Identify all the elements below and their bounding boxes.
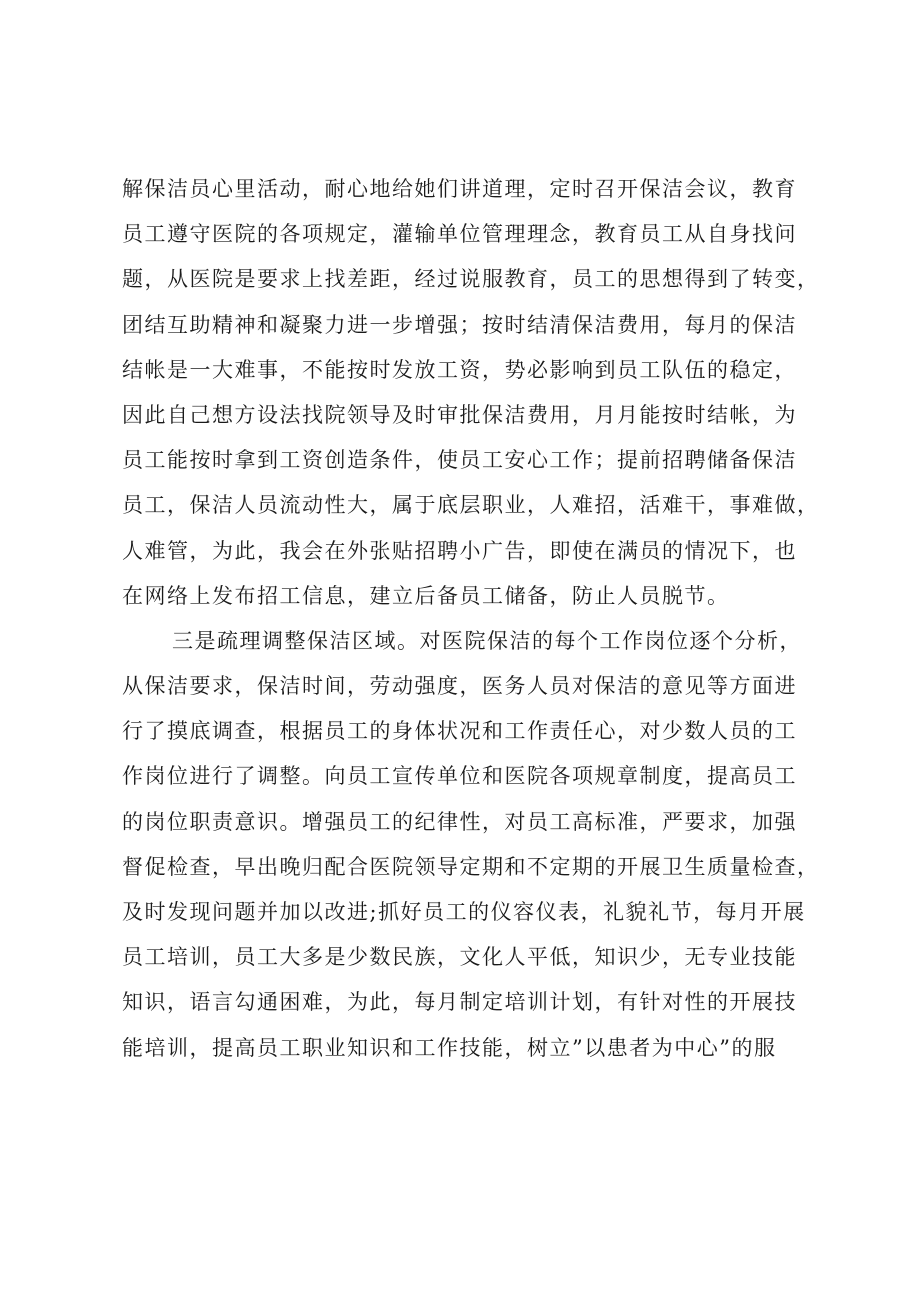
text-line: 员工培训，员工大多是少数民族，文化人平低，知识少，无专业技能 — [122, 945, 797, 970]
text-line: 的岗位职责意识。增强员工的纪律性，对员工高标准，严要求，加强 — [122, 809, 797, 834]
paragraph-1 — [122, 167, 828, 619]
text-line-indented: 三是疏理调整保洁区域。对医院保洁的每个工作岗位逐个分析， — [172, 628, 802, 653]
text-line: 员工，保洁人员流动性大，属于底层职业，人难招，活难干，事难做， — [122, 493, 820, 518]
document-body — [122, 167, 828, 1071]
text-line: 在网络上发布招工信息，建立后备员工储备，防止人员脱节。 — [122, 583, 730, 608]
text-line: 能培训，提高员工职业知识和工作技能，树立”以患者为中心”的服 — [122, 1035, 777, 1060]
text-line: 结帐是一大难事，不能按时发放工资，势必影响到员工队伍的稳定， — [122, 357, 797, 382]
text-line: 员工遵守医院的各项规定，灌输单位管理理念，教育员工从自身找问 — [122, 222, 797, 247]
text-line: 作岗位进行了调整。向员工宣传单位和医院各项规章制度，提高员工 — [122, 764, 797, 789]
text-line: 人难管，为此，我会在外张贴招聘小广告，即使在满员的情况下，也 — [122, 538, 797, 563]
text-line: 团结互助精神和凝聚力进一步增强；按时结清保洁费用，每月的保洁 — [122, 312, 797, 337]
paragraph-2 — [122, 619, 828, 1071]
text-line: 知识，语言勾通困难，为此，每月制定培训计划，有针对性的开展技 — [122, 990, 797, 1015]
text-line: 行了摸底调查，根据员工的身体状况和工作责任心，对少数人员的工 — [122, 719, 797, 744]
text-line: 督促检查，早出晚归配合医院领导定期和不定期的开展卫生质量检查， — [122, 854, 820, 879]
text-line: 员工能按时拿到工资创造条件，使员工安心工作；提前招聘储备保洁 — [122, 448, 797, 473]
text-line: 题，从医院是要求上找差距，经过说服教育，员工的思想得到了转变， — [122, 267, 820, 292]
text-line: 及时发现问题并加以改进;抓好员工的仪容仪表，礼貌礼节，每月开展 — [122, 900, 806, 924]
text-line: 从保洁要求，保洁时间，劳动强度，医务人员对保洁的意见等方面进 — [122, 674, 797, 699]
text-line: 解保洁员心里活动，耐心地给她们讲道理，定时召开保洁会议，教育 — [122, 177, 797, 201]
text-line: 因此自己想方设法找院领导及时审批保洁费用，月月能按时结帐，为 — [122, 402, 797, 427]
